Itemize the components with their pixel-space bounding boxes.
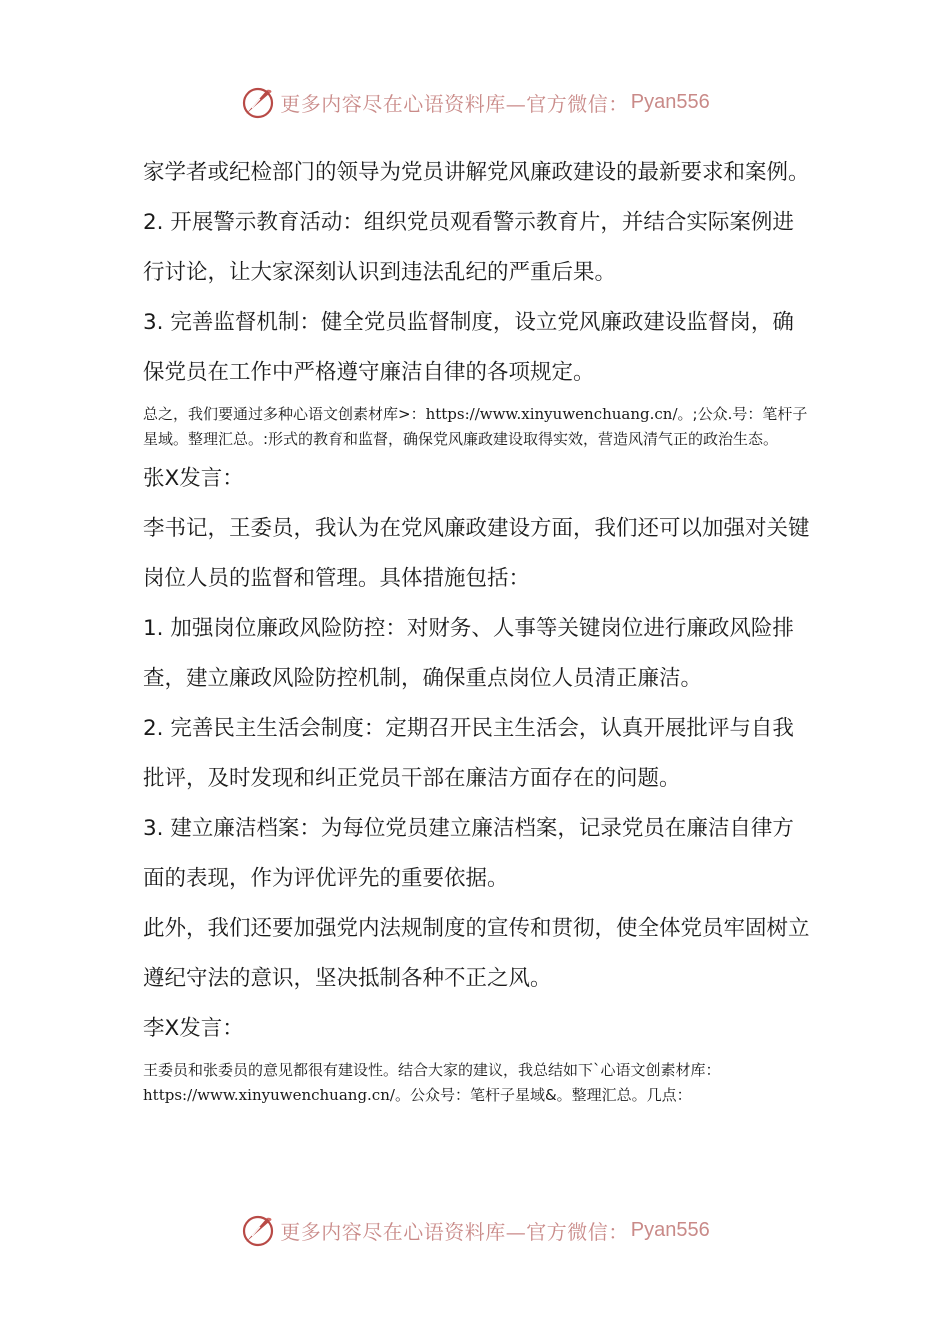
summary-note-text-end: 。;公众.号：笔杆子星域。整理汇总。:形式的教育和监督，确保党风廉政建设取得实效，营造风清气正的政治生态。 xyxy=(143,405,808,448)
summary-note xyxy=(143,402,815,452)
quill-logo-icon xyxy=(240,84,276,120)
body-paragraph: 李书记，王委员，我认为在党风廉政建设方面，我们还可以加强对关键岗位人员的监督和管理。具体措施包括： xyxy=(143,516,810,591)
summary-note-url: https://www.xinyuwenchuang.cn/ xyxy=(425,405,678,423)
body-paragraph: 此外，我们还要加强党内法规制度的宣传和贯彻，使全体党员牢固树立遵纪守法的意识，坚决抵制各种不正之风。 xyxy=(143,916,810,991)
watermark-wechat-id: Pyan556 xyxy=(630,90,710,113)
quill-logo-icon xyxy=(240,1212,276,1248)
footer-watermark xyxy=(0,1210,950,1250)
document-body xyxy=(143,148,815,1110)
header-watermark xyxy=(0,82,950,122)
li-note xyxy=(143,1058,815,1108)
body-paragraph: 2. 开展警示教育活动：组织党员观看警示教育片，并结合实际案例进行讨论，让大家深刻认识到违法乱纪的严重后果。 xyxy=(143,210,794,285)
li-note-text: 王委员和张委员的意见都很有建设性。结合大家的建议，我总结如下`心语文创素材库： xyxy=(143,1061,721,1079)
speaker-heading-li: 李X发言： xyxy=(143,1016,244,1041)
body-paragraph: 1. 加强岗位廉政风险防控：对财务、人事等关键岗位进行廉政风险排查，建立廉政风险防控机制，确保重点岗位人员清正廉洁。 xyxy=(143,616,794,691)
watermark-text: 更多内容尽在心语资料库—官方微信： xyxy=(280,1219,629,1244)
body-paragraph: 3. 完善监督机制：健全党员监督制度，设立党风廉政建设监督岗，确保党员在工作中严格遵守廉洁自律的各项规定。 xyxy=(143,310,794,385)
li-note-text-end: 。公众号：笔杆子星域&。整理汇总。几点： xyxy=(394,1086,692,1104)
body-paragraph: 2. 完善民主生活会制度：定期召开民主生活会，认真开展批评与自我批评，及时发现和纠正党员干部在廉洁方面存在的问题。 xyxy=(143,716,794,791)
watermark-wechat-id: Pyan556 xyxy=(630,1218,710,1241)
body-paragraph: 3. 建立廉洁档案：为每位党员建立廉洁档案，记录党员在廉洁自律方面的表现，作为评优评先的重要依据。 xyxy=(143,816,794,891)
body-paragraph: 家学者或纪检部门的领导为党员讲解党风廉政建设的最新要求和案例。 xyxy=(143,160,810,185)
watermark-text: 更多内容尽在心语资料库—官方微信： xyxy=(280,91,629,116)
speaker-heading-zhang: 张X发言： xyxy=(143,466,244,491)
li-note-url: https://www.xinyuwenchuang.cn/ xyxy=(143,1086,395,1104)
summary-note-text: 总之，我们要通过多种心语文创素材库>： xyxy=(143,405,426,423)
